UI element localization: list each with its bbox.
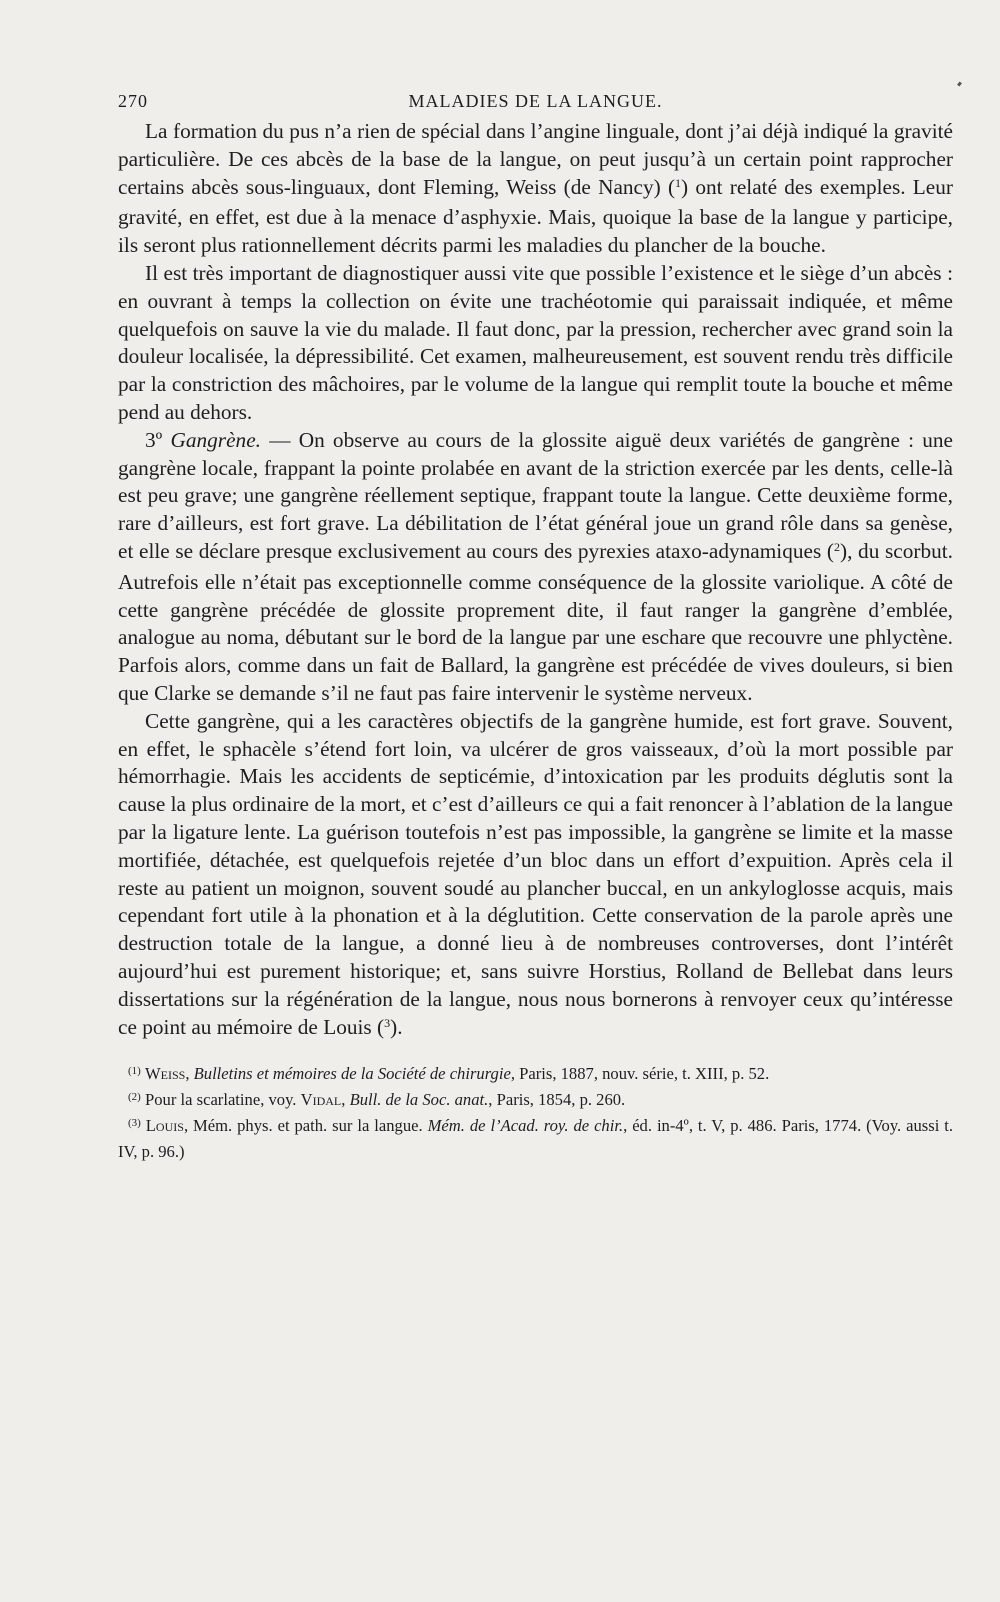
footnote-author: Weiss <box>145 1064 186 1084</box>
footnote-separator: , <box>341 1090 350 1110</box>
footnotes <box>118 1062 953 1164</box>
paragraph-4-text-a: Cette gangrène, qui a les caractères objectifs de la gangrène humide, est fort grave. Souvent, en effet, le sphacèle s’étend fort loin, va ulcérer de gros vaisseaux, d’où la mort possible par hémorrhagie. Mais les accidents de septicémie, d’intoxication par les produits déglutis sont la cause la plus ordinaire de la mort, et c’est d’ailleurs ce qui a fait renoncer à l’ablation de la langue par la ligature lente. La guérison toutefois n’est pas impossible, la gangrène se limite et la masse mortifiée, détachée, est quelquefois rejetée d’un bloc dans un effort d’expuition. Après cela il reste au patient un moignon, souvent soudé au plancher buccal, en un ankyloglosse acquis, mais cependant fort utile à la phonation et à la déglutition. Cette conservation de la parole après une destruction totale de la langue, a donné lieu à de nombreuses controverses, dont l’intérêt aujourd’hui est purement historique; et, sans suivre Horstius, Rolland de Bellebat dans leurs dissertations sur la régénération de la langue, nous nous bornerons à renvoyer ceux qu’intéresse ce point au mémoire de Louis ( <box>118 708 953 1039</box>
footnote-mark: 1 <box>131 1065 138 1078</box>
footnote-ref-1[interactable]: 1 <box>675 175 682 190</box>
footnote-author: Louis <box>145 1116 184 1136</box>
section-heading: Gangrène. <box>170 427 261 452</box>
body-text <box>118 118 953 1044</box>
footnote-author: Vidal <box>300 1090 342 1110</box>
page-number: 270 <box>118 91 148 111</box>
footnote-2: $^{(2)}$ Pour la scarlatine, voy. Vidal, Bull. de la Soc. anat., Paris, 1854, p. 260. <box>128 1090 626 1110</box>
page-header <box>118 88 953 118</box>
section-number: 3º <box>145 427 163 452</box>
footnote-separator: , <box>185 1064 194 1084</box>
running-title: MALADIES DE LA LANGUE. <box>408 91 663 111</box>
paragraph-4 <box>118 708 953 1045</box>
footnote-3: $^{(3)}$ Louis, Mém. phys. et path. sur la langue. Mém. de l’Acad. roy. de chir., éd. in-4º, t. V, p. 486. Paris, 1774. (Voy. aussi t. IV, p. 96.) <box>118 1116 954 1162</box>
footnote-ref-2[interactable]: 2 <box>834 539 840 554</box>
footnote-mark: 3 <box>131 1117 138 1130</box>
paragraph-2: Il est très important de diagnostiquer aussi vite que possible l’existence et le siège d’un abcès : en ouvrant à temps la collection on évite une trachéotomie qui paraissait indiquée, et même quelquefois on sauve la vie du malade. Il faut donc, par la pression, rechercher avec grand soin la douleur localisée, la dépressibilité. Cet examen, malheureusement, est souvent rendu très difficile par la constriction des mâchoires, par le volume de la langue qui remplit toute la bouche et même pend au dehors. <box>118 260 953 424</box>
paragraph-1-text-b: ) ont relaté des exemples. Leur gravité, en effet, est due à la menace d’asphyxie. Mais, quoique la base de la langue y participe, ils seront plus rationnellement décrits parmi les maladies du plancher de la bouche. <box>118 174 953 258</box>
footnote-prefix: Pour la scarlatine, voy. <box>145 1090 301 1110</box>
paragraph-3 <box>118 427 953 708</box>
paragraph-1-text-a: La formation du pus n’a rien de spécial dans l’angine linguale, dont j’ai déjà indiqué la gravité particulière. De ces abcès de la base de la langue, on peut jusqu’à un certain point rapprocher certains abcès sous-linguaux, dont Fleming, Weiss (de Nancy) ( <box>118 119 953 199</box>
footnote-rest: , éd. in-4º, t. V, p. 486. Paris, 1774. (Voy. aussi t. IV, p. 96.) <box>118 1116 954 1162</box>
ink-fleck <box>957 82 962 87</box>
book-page <box>118 88 953 1164</box>
footnote-rest: , Paris, 1887, nouv. série, t. XIII, p. 52. <box>510 1064 770 1084</box>
paragraph-3-text-a: — On observe au cours de la glossite aiguë deux variétés de gangrène : une gangrène locale, frappant la pointe prolabée en avant de la striction exercée par les dents, celle-là est peu grave; une gangrène réellement septique, frappant toute la langue. Cette deuxième forme, rare d’ailleurs, est fort grave. La débilitation de l’état général joue un grand rôle dans sa genèse, et elle se déclare presque exclusivement au cours des pyrexies ataxo-adynamiques ( <box>118 427 953 563</box>
paragraph-4-text-b: ). <box>390 1014 403 1039</box>
footnote-rest: , Paris, 1854, p. 260. <box>488 1090 626 1110</box>
footnote-title: Bull. de la Soc. anat. <box>349 1090 489 1110</box>
paragraph-3-text-b: ), du scorbut. Autrefois elle n’était pas exceptionnelle comme conséquence de la glossite variolique. A côté de cette gangrène précédée de glossite proprement dite, il faut ranger la gangrène d’emblée, analogue au noma, débutant sur le bord de la langue par une eschare que recouvre une phlyctène. Parfois alors, comme dans un fait de Ballard, la gangrène est précédée de vives douleurs, si bien que Clarke se demande s’il ne faut pas faire intervenir le système nerveux. <box>118 538 954 705</box>
footnote-1: $^{(1)}$ Weiss, Bulletins et mémoires de la Société de chirurgie, Paris, 1887, nouv. série, t. XIII, p. 52. <box>128 1064 770 1084</box>
footnote-mark: 2 <box>131 1091 138 1104</box>
footnote-title: Bulletins et mémoires de la Société de chirurgie <box>193 1064 511 1084</box>
footnote-ref-3[interactable]: 3 <box>384 1015 391 1030</box>
paragraph-1 <box>118 118 953 260</box>
footnote-middle: , Mém. phys. et path. sur la langue. <box>183 1116 428 1136</box>
footnote-title: Mém. de l’Acad. roy. de chir. <box>427 1116 624 1136</box>
